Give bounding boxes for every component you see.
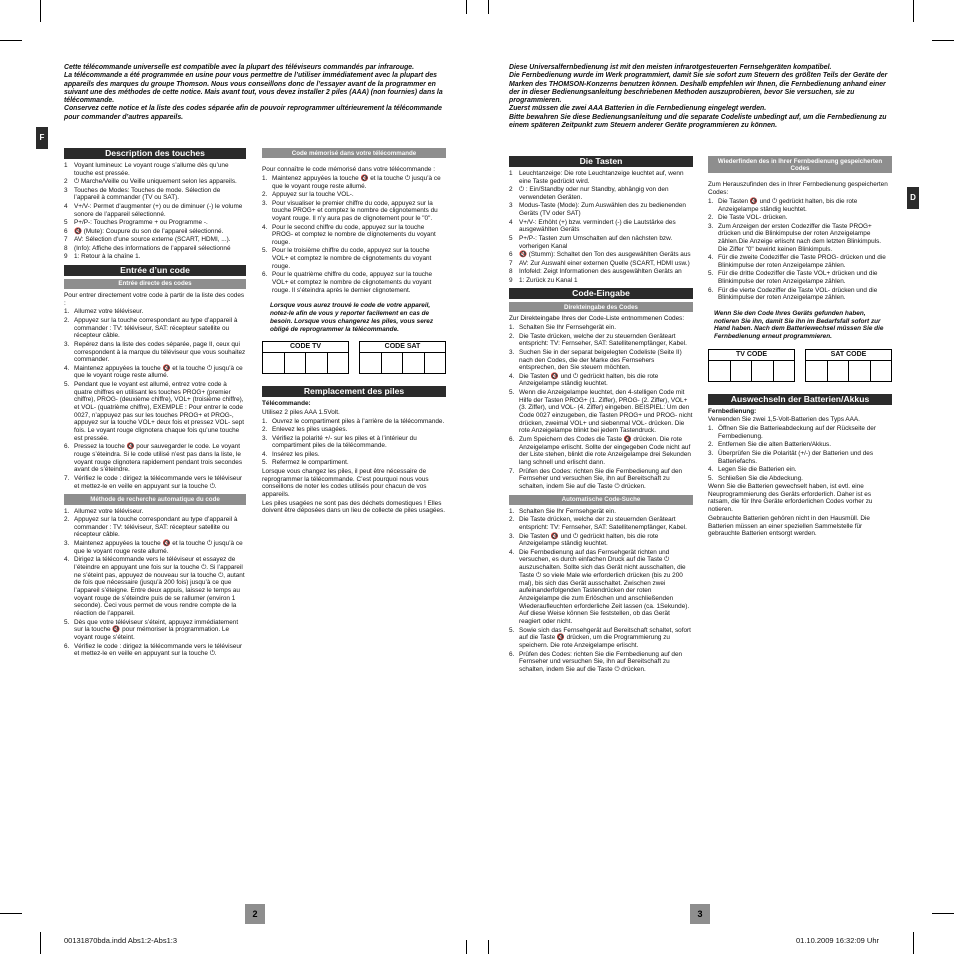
list-item: 3. Zum Anzeigen der ersten Codeziffer die Taste PROG+ drücken und die Blinkimpulse der roten Anzeigelampe zählen.Die Anzeige erlischt nach dem letzten Blinkimpuls. Die Ziffer "0" bewirkt keinen Blinkimpuls. <box>708 222 882 253</box>
list-item: 3. Pour visualiser le premier chiffre du code, appuyez sur la touche PROG+ et comptez le nombre de clignotements du voyant rouge. Il n’y aura pas de clignotement pour le "0". <box>262 199 438 223</box>
intro-paragraph: Die Fernbedienung wurde im Werk programmiert, damit Sie sie sofort zum Steuern des größten Teils der Geräte der Marken des THOMSON-Konzerns benutzen können. Deshalb empfehlen wir Ihnen, die Fernbedienung anhand einer der in dieser Bedienungsanleitung beschriebenen Methoden auszuprobieren, bevor Sie versuchen, sie zu programmieren. <box>509 72 888 105</box>
code-tv-label: CODE TV <box>262 341 349 353</box>
list-item: 5. Refermez le compartiment. <box>262 459 349 467</box>
section-title-batteries: Auswechseln der Batterien/Akkus <box>708 394 892 405</box>
list-item: 3. Vérifiez la polarité +/- sur les piles et à l’intérieur du compartiment piles de la télécommande. <box>262 434 417 450</box>
direct-entry-intro: Zur Direkteingabe Ihres der Code-Liste entnommenen Codes: <box>509 315 685 323</box>
list-item: 1 Voyant lumineux: Le voyant rouge s’allume dès qu’une touche est pressée. <box>64 162 229 177</box>
language-tab-d: D <box>907 187 919 209</box>
column-de-2 <box>708 156 892 539</box>
intro-de <box>509 64 893 130</box>
list-item: 1 Leuchtanzeige: Die rote Leuchtanzeige leuchtet auf, wenn eine Taste gedrückt wird. <box>509 170 684 185</box>
footer-timestamp: 01.10.2009 16:32:09 Uhr <box>796 936 879 945</box>
list-item: 3. Suchen Sie in der separat beigelegten Codeliste (Seite II) nach den Codes, die der Marke des Fernsehers entsprechen, den Sie steuern möchten. <box>509 348 682 372</box>
code-sat-label: SAT CODE <box>805 349 892 361</box>
list-item: 7. Prüfen des Codes: richten Sie die Fernbedienung auf den Fernseher und versuchen Sie, ihn auf Bereitschaft zu schalten, indem Sie auf die Taste ⏻ drücken. <box>509 467 683 490</box>
section-title-code-entry: Code-Eingabe <box>509 288 693 299</box>
list-item: 1. Schalten Sie Ihr Fernsehgerät ein. <box>509 507 616 515</box>
list-item: 4. Dirigez la télécommande vers le téléviseur et essayez de l’éteindre en appuyant une fois sur la touche ⏻. Si l’appareil ne s’éteint pas, appuyez de nouveau sur la touche ⏻, autant de fois que nécessaire (jusqu’à 200 fois) jusqu’à ce que l’appareil s’éteigne. Entre deux appuis, laissez le temps au voyant rouge de s’éteindre puis de se rallumer (environ 1 seconde). Ceci vous permet de vous rendre compte de la réaction de l’appareil. <box>64 556 245 618</box>
list-item: 4. Maintenez appuyées la touche 🔇 et la touche ⏻ jusqu’à ce que le voyant rouge reste allumé. <box>64 364 243 380</box>
list-item: 3. Überprüfen Sie die Polarität (+/-) der Batterien und des Batteriefachs. <box>708 449 874 465</box>
section-title-keys: Die Tasten <box>509 156 693 167</box>
list-item: 4. Legen Sie die Batterien ein. <box>708 466 797 474</box>
list-item: 7 AV: Sélection d’une source externe (SCART, HDMI, ...). <box>64 236 231 244</box>
list-item: 6. Prüfen des Codes: richten Sie die Fernbedienung auf den Fernseher und versuchen Sie, ihn auf Bereitschaft zu schalten, indem Sie auf die Taste ⏻ drücken. <box>509 650 683 673</box>
list-item: 8 (Info): Affiche des informations de l’appareil sélectionné <box>64 244 231 252</box>
list-item: 9 1: Retour à la chaîne 1. <box>64 253 141 261</box>
list-item: 4. Für die zweite Codeziffer die Taste PROG- drücken und die Blinkimpulse der roten Anzeigelampe zählen. <box>708 254 886 269</box>
code-sat-box <box>805 349 892 382</box>
stored-intro: Zum Herauszufinden des in Ihrer Fernbedienung gespeicherten Codes: <box>708 181 888 197</box>
list-item: 1. Ouvrez le compartiment piles à l’arrière de la télécommande. <box>262 417 445 425</box>
list-item: 9 1: Zurück zu Kanal 1 <box>509 276 578 284</box>
key-description-list <box>509 170 693 284</box>
section-title-code-entry: Entrée d’un code <box>64 265 246 276</box>
code-tv-cells <box>262 353 349 374</box>
code-tv-box <box>708 349 795 382</box>
list-item: 2. Die Taste drücken, welche der zu steuernden Geräteart entspricht: TV: Fernseher, SAT: Satellitenempfänger, Kabel. <box>509 516 687 532</box>
memorized-steps <box>262 175 446 295</box>
language-tab-f: F <box>36 127 48 149</box>
code-sat-box <box>359 341 446 374</box>
battery-steps <box>708 425 892 482</box>
auto-search-steps <box>509 508 693 674</box>
list-item: 2. Appuyez sur la touche VOL-. <box>262 191 354 199</box>
list-item: 8 Infofeld: Zeigt Informationen des ausgewählten Geräts an <box>509 268 682 276</box>
list-item: 2. Die Taste drücken, welche der zu steuernden Geräteart entspricht: TV: Fernseher, SAT: Satellitenempfänger, Kabel. <box>509 332 687 348</box>
list-item: 2 ⏻ Marche/Veille ou Veille uniquement selon les appareils. <box>64 178 237 186</box>
list-item: 6. Für die vierte Codeziffer die Taste VOL- drücken und die Blinkimpulse der roten Anzeigelampe zählen. <box>708 286 878 302</box>
subsection-title-direct-entry: Entrée directe des codes <box>64 279 246 289</box>
subsection-title-direct-entry: Direkteingabe des Codes <box>509 302 693 312</box>
list-item: 1. Maintenez appuyées la touche 🔇 et la touche ⏻ jusqu’à ce que le voyant rouge reste allumé. <box>262 174 441 190</box>
list-item: 4 V+/V-: Erhöht (+) bzw. vermindert (-) die Lautstärke des ausgewählten Geräts <box>509 218 676 234</box>
batteries-intro: Utilisez 2 piles AAA 1.5Volt. <box>262 408 340 416</box>
batteries-heading: Fernbedienung: <box>708 407 757 415</box>
list-item: 7 AV: Zur Auswahl einer externen Quelle (SCART, HDMI usw.) <box>509 259 690 267</box>
intro-paragraph: Zuerst müssen die zwei AAA Batterien in die Fernbedienung eingelegt werden. <box>509 105 767 113</box>
code-tv-box <box>262 341 349 374</box>
list-item: 2 ⏻ : Ein/Standby oder nur Standby, abhängig von den verwendeten Geräten. <box>509 186 669 201</box>
list-item: 1. Allumez votre téléviseur. <box>64 308 144 316</box>
list-item: 5. Pendant que le voyant est allumé, entrez votre code à quatre chiffres en utilisant les touches PROG+ (premier chiffre), PROG- (deuxième chiffre), VOL+ (troisième chiffre), et VOL- (quatrième chiffre), EXEMPLE : Pour entrer le code 0027, n’appuyez pas sur les touches PROG+ et PROG-, appuyez sur la touche VOL+ deux fois et pressez VOL- sept fois. Le voyant rouge clignotera chaque fois qu’une touche est pressée. <box>64 380 244 442</box>
page-number-left: 2 <box>245 904 265 924</box>
list-item: 4. Die Tasten 🔇 und ⏻ gedrückt halten, bis die rote Anzeigelampe ständig leuchtet. <box>509 372 659 388</box>
list-item: 2. Appuyez sur la touche correspondant au type d’appareil à commander : TV: téléviseur, SAT: récepteur satellite ou récepteur câble. <box>64 516 238 539</box>
batteries-heading: Télécommande: <box>262 400 311 408</box>
code-tv-label: TV CODE <box>708 349 795 361</box>
list-item: 3. Die Tasten 🔇 und ⏻ gedrückt halten, bis die rote Anzeigelampe ständig leuchtet. <box>509 532 659 548</box>
column-fr-2 <box>262 148 446 516</box>
list-item: 3 Modus-Taste (Mode): Zum Auswählen des zu bedienenden Geräts (TV oder SAT) <box>509 202 686 218</box>
list-item: 5. Pour le troisième chiffre du code, appuyez sur la touche VOL+ et comptez le nombre de clignotements du voyant rouge. <box>262 247 432 270</box>
list-item: 5. Dès que votre téléviseur s’éteint, appuyez immédiatement sur la touche 🔇 pour mémoriser la programmation. Le voyant rouge s’éteint. <box>64 618 239 642</box>
list-item: 5 P+/P-: Tasten zum Umschalten auf den nächsten bzw. vorherigen Kanal <box>509 234 673 250</box>
subsection-title-stored-code: Wiederfinden des in Ihrer Fernbedienung gespeicherten Codes <box>708 156 892 173</box>
list-item: 1. Schalten Sie Ihr Fernsehgerät ein. <box>509 324 616 332</box>
memorized-intro: Pour connaître le code mémorisé dans votre télécommande : <box>262 166 435 174</box>
direct-entry-intro: Pour entrer directement votre code à partir de la liste des codes : <box>64 292 245 307</box>
intro-paragraph: Cette télécommande universelle est compatible avec la plupart des téléviseurs commandés par infrarouge. <box>64 64 415 71</box>
batteries-intro: Verwenden Sie zwei 1,5-Volt-Batterien des Typs AAA. <box>708 416 860 424</box>
list-item: 5. Für die dritte Codeziffer die Taste VOL+ drücken und die Blinkimpulse der roten Anzeigelampe zählen. <box>708 270 878 286</box>
list-item: 2. Enlevez les piles usagées. <box>262 426 348 434</box>
battery-steps <box>262 418 446 467</box>
key-description-list <box>64 162 246 261</box>
list-item: 2. Entfernen Sie die alten Batterien/Akkus. <box>708 441 831 449</box>
code-record-boxes <box>708 349 892 382</box>
list-item: 7. Vérifiez le code : dirigez la télécommande vers le téléviseur et mettez-le en veille en appuyant sur la touche ⏻. <box>64 474 243 490</box>
list-item: 3. Repérez dans la liste des codes séparée, page II, ceux qui correspondent à la marque du téléviseur que vous souhaitez commander. <box>64 340 246 364</box>
list-item: 3 Touches de Modes: Touches de mode. Sélection de l’appareil à commander (TV ou SAT). <box>64 186 221 202</box>
subsection-title-memorized-code: Code mémorisé dans votre télécommande <box>262 148 446 158</box>
code-sat-cells <box>359 353 446 374</box>
code-record-boxes <box>262 341 446 374</box>
stored-note: Wenn Sie den Code Ihres Geräts gefunden haben, notieren Sie ihn, damit Sie ihn im Bedarfsfall sofort zur Hand haben. Nach dem Batteriewechsel müssen Sie die Fernbedienung erneut programmieren. <box>714 309 884 341</box>
stored-steps <box>708 198 892 302</box>
list-item: 6. Pour le quatrième chiffre du code, appuyez sur la touche VOL+ et comptez le nombre de clignotements du voyant rouge. Il s’éteindra après le dernier clignotement. <box>262 271 433 294</box>
intro-paragraph: Diese Universalfernbedienung ist mit den meisten infrarotgesteuerten Fernsehgeräten kompatibel. <box>509 64 832 71</box>
intro-paragraph: Bitte bewahren Sie diese Bedienungsanleitung und die separate Codeliste unbedingt auf, um die Fernbedienung zu einem späteren Zeitpunkt zum Steuern anderer Geräte programmieren zu können. <box>509 113 887 130</box>
intro-paragraph: Conservez cette notice et la liste des codes séparée afin de pouvoir reprogrammer ultérieurement la télécommande pour commander d’autres appareils. <box>64 105 442 121</box>
list-item: 6 🔇 (Stumm): Schaltet den Ton des ausgewählten Geräts aus <box>509 251 691 259</box>
list-item: 1. Die Tasten 🔇 und ⏻ gedrückt halten, bis die rote Anzeigelampe ständig leuchtet. <box>708 197 858 213</box>
list-item: 5. Schließen Sie die Abdeckung. <box>708 474 803 482</box>
list-item: 5 P+/P-: Touches Programme + ou Programme -. <box>64 219 208 227</box>
code-sat-label: CODE SAT <box>359 341 446 353</box>
code-tv-cells <box>708 361 795 382</box>
list-item: 4 V+/V-: Permet d’augmenter (+) ou de diminuer (-) le volume sonore de l’appareil sélectionné. <box>64 202 243 218</box>
footer-file-info: 00131870bda.indd Abs1:2-Abs1:3 <box>64 936 178 945</box>
auto-search-steps <box>64 508 246 658</box>
list-item: 3. Maintenez appuyées la touche 🔇 et la touche ⏻ jusqu’à ce que le voyant rouge reste allumé. <box>64 539 243 555</box>
list-item: 2. Appuyez sur la touche correspondant au type d’appareil à commander : TV: téléviseur, SAT: récepteur satellite ou récepteur câble. <box>64 316 238 340</box>
batteries-text: Wenn Sie die Batterien gewechselt haben, ist evtl. eine Neuprogrammierung des Geräts erforderlich. Daher ist es ratsam, die für Ihre Geräte erforderlichen Codes vorher zu notieren. <box>708 483 873 514</box>
list-item: 4. Insérez les piles. <box>262 450 320 458</box>
direct-entry-steps <box>64 308 246 490</box>
subsection-title-auto-search: Méthode de recherche automatique du code <box>64 494 246 504</box>
column-de-1 <box>509 156 693 674</box>
list-item: 4. Pour le second chiffre du code, appuyez sur la touche PROG- et comptez le nombre de clignotements du voyant rouge. <box>262 223 436 246</box>
list-item: 6 🔇 (Mute): Coupure du son de l’appareil sélectionné. <box>64 227 224 235</box>
list-item: 5. Sowie sich das Fernsehgerät auf Bereitschaft schaltet, sofort auf die Taste 🔇 drücken, um die Programmierung zu speichern. Die rote Anzeigelampe erlischt. <box>509 626 691 650</box>
list-item: 2. Die Taste VOL- drücken. <box>708 214 788 222</box>
list-item: 5. Wenn die Anzeigelampe leuchtet, den 4-stelligen Code mit Hilfe der Tasten PROG+ (1. Ziffer), PROG- (2. Ziffer), VOL+ (3. Ziffer), und VOL- (4. Ziffer) eingeben. BEISPIEL: Um den Code 0027 einzugeben, die Tasten PROG+ und PROG- nicht drücken, zweimal VOL+ und siebenmal VOL- drücken. Die rote Anzeigelampe blinkt bei jedem Tastendruck. <box>509 388 693 435</box>
list-item: 6. Zum Speichern des Codes die Taste 🔇 drücken. Die rote Anzeigelampe erlischt. Sollte der eingegeben Code nicht auf der Liste stehen, blinkt die rote Anzeigelampe drei Sekunden lang schnell und erlischt dann. <box>509 435 691 467</box>
subsection-title-auto-search: Automatische Code-Suche <box>509 495 693 505</box>
direct-entry-steps <box>509 324 693 491</box>
code-sat-cells <box>805 361 892 382</box>
memorized-note: Lorsque vous aurez trouvé le code de votre appareil, notez-le afin de vous y reporter facilement en cas de besoin. Lorsque vous changerez les piles, vous serez obligé de reprogrammer la télécommande. <box>270 302 434 333</box>
section-title-batteries: Remplacement des piles <box>262 386 446 397</box>
batteries-disposal: Gebrauchte Batterien gehören nicht in den Hausmüll. Die Batterien müssen an einer speziellen Sammelstelle für gebrauchte Batterien entsorgt werden. <box>708 514 870 538</box>
intro-paragraph: La télécommande a été programmée en usine pour vous permettre de l’utiliser immédiatement avec la plupart des appareils des marques du groupe Thomson. Nous vous conseillons donc de l’essayer avant de la programmer en suivant une des méthodes de cette notice. Mais avant tout, vous devez installer 2 piles (AAA) (non fournies) dans la télécommande. <box>64 72 443 105</box>
list-item: 6. Vérifiez le code : dirigez la télécommande vers le téléviseur et mettez-le en veille en appuyant sur la touche ⏻. <box>64 642 243 658</box>
list-item: 6. Pressez la touche 🔇 pour sauvegarder le code. Le voyant rouge s’éteindra. Si le code utilisé n’est pas dans la liste, le voyant rouge clignotera rapidement pendant trois secondes avant de s’éteindre. <box>64 443 243 474</box>
section-title-description: Description des touches <box>64 148 246 159</box>
batteries-disposal: Les piles usagées ne sont pas des déchets domestiques ! Elles doivent être déposées dans un lieu de collecte de piles usagées. <box>262 499 445 515</box>
column-fr-1 <box>64 148 246 659</box>
page-number-right: 3 <box>690 904 710 924</box>
list-item: 1. Öffnen Sie die Batterieabdeckung auf der Rückseite der Fernbedienung. <box>708 425 876 440</box>
list-item: 4. Die Fernbedienung auf das Fernsehgerät richten und versuchen, es durch einfachen Druck auf die Taste ⏻ auszuschalten. Sollte sich das Gerät nicht ausschalten, die Taste ⏻ so viele Male wie erforderlich drücken (bis zu 200 mal), bis sich das Gerät ausschaltet. Zwischen zwei aufeinanderfolgenden Tastendrücken der roten Anzeigelampe die zum Erlöschen und anschließenden Wiederaufleuchten erforderliche Zeit lassen (ca. 1Sekunde). Auf diese Weise können Sie feststellen, ob das Gerät reagiert oder nicht. <box>509 548 690 626</box>
batteries-text: Lorsque vous changez les piles, il peut être nécessaire de reprogrammer la télécommande. C’est pourquoi nous vous conseillons de noter les codes utilisés pour chacun de vos appareils. <box>262 467 429 498</box>
intro-fr <box>64 64 450 122</box>
list-item: 1. Allumez votre téléviseur. <box>64 507 144 515</box>
